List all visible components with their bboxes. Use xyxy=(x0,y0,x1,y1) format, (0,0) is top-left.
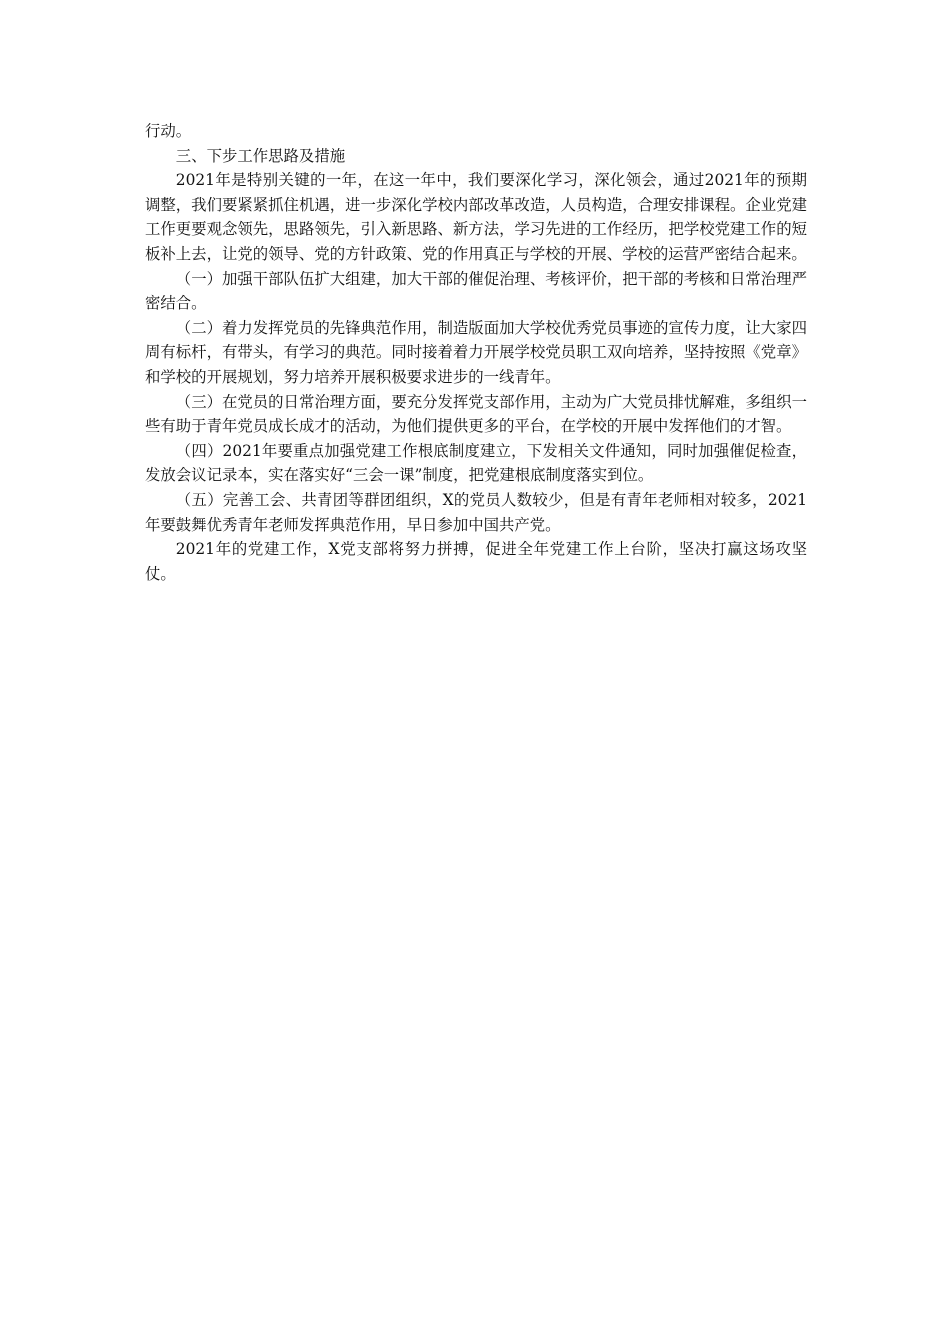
paragraph-continuation: 行动。 xyxy=(145,122,192,140)
document-body xyxy=(145,119,807,586)
paragraph-conclusion: 2021年的党建工作，X党支部将努力拼搏，促进全年党建工作上台阶，坚决打赢这场攻坚仗。 xyxy=(145,540,807,583)
paragraph-measure-2: （二）着力发挥党员的先锋典范作用，制造版面加大学校优秀党员事迹的宣传力度，让大家四周有标杆，有带头，有学习的典范。同时接着着力开展学校党员职工双向培养，坚持按照《党章》和学校的开展规划，努力培养开展积极要求进步的一线青年。 xyxy=(145,318,807,386)
paragraph-measure-4: （四）2021年要重点加强党建工作根底制度建立，下发相关文件通知，同时加强催促检查，发放会议记录本，实在落实好“三会一课”制度，把党建根底制度落实到位。 xyxy=(145,441,807,485)
paragraph-measure-5: （五）完善工会、共青团等群团组织，X的党员人数较少，但是有青年老师相对较多，2021年要鼓舞优秀青年老师发挥典范作用，早日参加中国共产党。 xyxy=(145,490,807,534)
section-heading: 三、下步工作思路及措施 xyxy=(175,146,346,165)
paragraph-measure-3: （三）在党员的日常治理方面，要充分发挥党支部作用，主动为广大党员排忧解难，多组织一些有助于青年党员成长成才的活动，为他们提供更多的平台，在学校的开展中发挥他们的才智。 xyxy=(145,392,807,436)
paragraph-intro: 2021年是特别关键的一年，在这一年中，我们要深化学习，深化领会，通过2021年的预期调整，我们要紧紧抓住机遇，进一步深化学校内部改革改造，人员构造，合理安排课程。企业党建工作更要观念领先，思路领先，引入新思路、新方法，学习先进的工作经历，把学校党建工作的短板补上去，让党的领导、党的方针政策、党的作用真正与学校的开展、学校的运营严密结合起来。 xyxy=(145,171,807,263)
paragraph-measure-1: （一）加强干部队伍扩大组建，加大干部的催促治理、考核评价，把干部的考核和日常治理严密结合。 xyxy=(145,269,807,313)
